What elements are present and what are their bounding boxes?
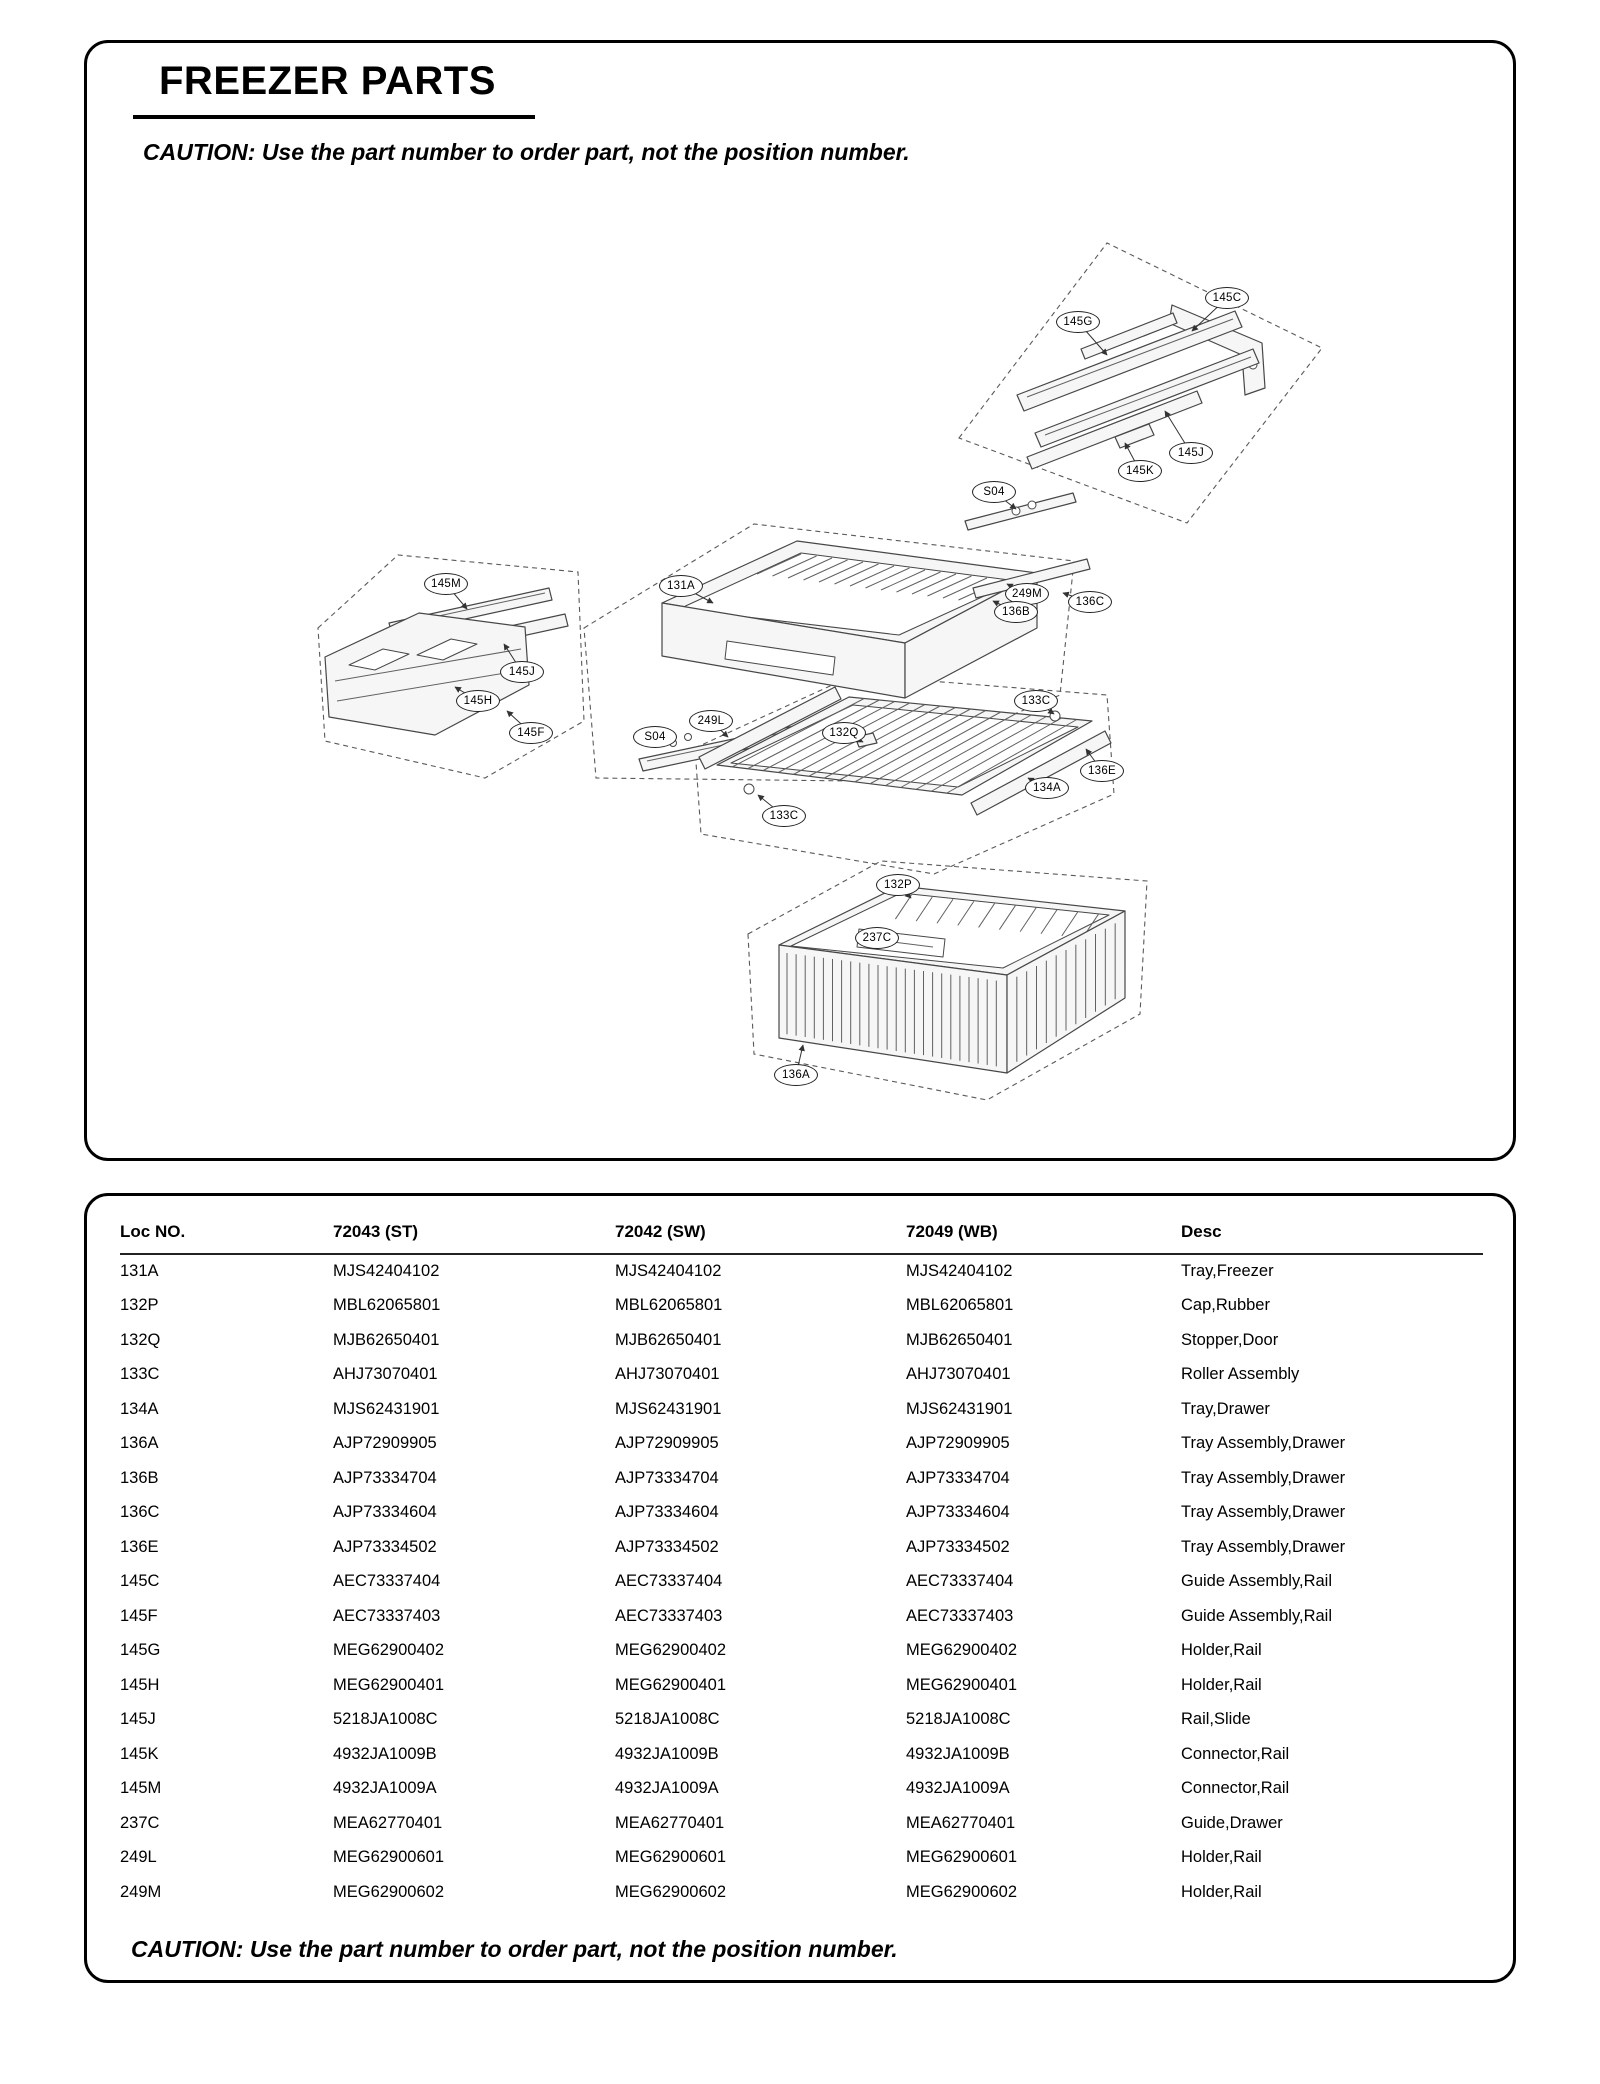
table-cell: 145M xyxy=(120,1779,162,1798)
table-cell: Connector,Rail xyxy=(1181,1744,1290,1763)
table-cell: Tray,Freezer xyxy=(1181,1262,1274,1281)
table-row xyxy=(120,1737,1483,1772)
part-callout-136b: 136B xyxy=(994,601,1038,623)
column-header-72049-wb: 72049 (WB) xyxy=(906,1210,1181,1254)
table-cell: Holder,Rail xyxy=(1181,1641,1262,1660)
column-header-72043-st: 72043 (ST) xyxy=(333,1210,615,1254)
table-cell: AHJ73070401 xyxy=(615,1365,720,1384)
table-row xyxy=(120,1875,1483,1910)
table-cell: MJB62650401 xyxy=(333,1330,440,1349)
part-callout-136c: 136C xyxy=(1068,591,1112,613)
table-cell: MEG62900402 xyxy=(906,1641,1017,1660)
table-row xyxy=(120,1461,1483,1496)
part-callout-145h: 145H xyxy=(456,690,500,712)
table-cell: 145F xyxy=(120,1606,158,1625)
table-cell: MBL62065801 xyxy=(333,1296,441,1315)
table-cell: 136C xyxy=(120,1503,160,1522)
table-cell: MEG62900601 xyxy=(333,1848,444,1867)
table-header-row xyxy=(120,1210,1483,1254)
table-cell: 136E xyxy=(120,1537,159,1556)
table-row xyxy=(120,1772,1483,1807)
table-cell: 136B xyxy=(120,1468,159,1487)
table-cell: 5218JA1008C xyxy=(906,1710,1011,1729)
part-callout-133c: 133C xyxy=(762,805,806,827)
part-callout-132q: 132Q xyxy=(822,722,866,744)
column-header-72042-sw: 72042 (SW) xyxy=(615,1210,906,1254)
table-cell: 249L xyxy=(120,1848,157,1867)
table-cell: AJP73334704 xyxy=(615,1468,719,1487)
part-callout-145j: 145J xyxy=(500,661,544,683)
part-callout-249l: 249L xyxy=(689,710,733,732)
table-cell: MJS62431901 xyxy=(333,1399,440,1418)
table-cell: MJS62431901 xyxy=(615,1399,722,1418)
table-cell: Tray,Drawer xyxy=(1181,1399,1270,1418)
column-header-desc: Desc xyxy=(1181,1210,1483,1254)
table-cell: MBL62065801 xyxy=(906,1296,1014,1315)
table-row xyxy=(120,1427,1483,1462)
table-cell: 145J xyxy=(120,1710,156,1729)
table-cell: MJB62650401 xyxy=(906,1330,1013,1349)
part-callout-145k: 145K xyxy=(1118,460,1162,482)
table-cell: Connector,Rail xyxy=(1181,1779,1290,1798)
part-callout-133c: 133C xyxy=(1014,690,1058,712)
table-cell: 132Q xyxy=(120,1330,161,1349)
table-cell: AEC73337404 xyxy=(615,1572,723,1591)
table-row xyxy=(120,1703,1483,1738)
part-callout-145g: 145G xyxy=(1056,311,1100,333)
table-cell: MJS42404102 xyxy=(333,1262,440,1281)
table-cell: Tray Assembly,Drawer xyxy=(1181,1503,1346,1522)
part-callout-145c: 145C xyxy=(1205,287,1249,309)
table-cell: AEC73337403 xyxy=(333,1606,441,1625)
caution-text-top: CAUTION: Use the part number to order part, not the position number. xyxy=(143,139,910,165)
table-cell: AHJ73070401 xyxy=(906,1365,1011,1384)
table-row xyxy=(120,1634,1483,1669)
table-cell: Guide Assembly,Rail xyxy=(1181,1606,1333,1625)
table-cell: 133C xyxy=(120,1365,160,1384)
table-cell: AJP72909905 xyxy=(615,1434,719,1453)
table-cell: 145K xyxy=(120,1744,159,1763)
table-cell: 249M xyxy=(120,1882,162,1901)
table-cell: AJP73334604 xyxy=(333,1503,437,1522)
table-cell: AJP73334502 xyxy=(615,1537,719,1556)
table-row xyxy=(120,1358,1483,1393)
table-cell: Cap,Rubber xyxy=(1181,1296,1270,1315)
table-cell: 4932JA1009A xyxy=(906,1779,1010,1798)
table-cell: AJP73334502 xyxy=(906,1537,1010,1556)
title-underline xyxy=(133,115,535,119)
table-cell: MJS42404102 xyxy=(906,1262,1013,1281)
exploded-diagram-area xyxy=(87,43,1513,1158)
part-callout-136a: 136A xyxy=(774,1064,818,1086)
table-cell: MBL62065801 xyxy=(615,1296,723,1315)
table-row xyxy=(120,1668,1483,1703)
diagram-panel xyxy=(84,40,1516,1161)
table-cell: AEC73337404 xyxy=(333,1572,441,1591)
table-cell: AEC73337404 xyxy=(906,1572,1014,1591)
part-callout-134a: 134A xyxy=(1025,777,1069,799)
table-cell: AJP73334604 xyxy=(906,1503,1010,1522)
table-row xyxy=(120,1806,1483,1841)
part-callout-131a: 131A xyxy=(659,575,703,597)
part-callout-145m: 145M xyxy=(424,573,468,595)
table-cell: MEG62900602 xyxy=(615,1882,726,1901)
table-row xyxy=(120,1392,1483,1427)
table-cell: Stopper,Door xyxy=(1181,1330,1279,1349)
part-callout-136e: 136E xyxy=(1080,760,1124,782)
table-cell: MEA62770401 xyxy=(615,1813,725,1832)
table-cell: Guide,Drawer xyxy=(1181,1813,1283,1832)
table-cell: 5218JA1008C xyxy=(333,1710,438,1729)
table-cell: AJP73334704 xyxy=(906,1468,1010,1487)
table-cell: Tray Assembly,Drawer xyxy=(1181,1537,1346,1556)
part-callout-237c: 237C xyxy=(855,927,899,949)
column-header-loc: Loc NO. xyxy=(120,1210,333,1254)
table-cell: 4932JA1009A xyxy=(333,1779,437,1798)
table-cell: 145C xyxy=(120,1572,160,1591)
table-cell: AJP73334502 xyxy=(333,1537,437,1556)
table-cell: AJP72909905 xyxy=(333,1434,437,1453)
table-row xyxy=(120,1496,1483,1531)
table-cell: 237C xyxy=(120,1813,160,1832)
table-cell: MEG62900402 xyxy=(615,1641,726,1660)
table-cell: MEG62900602 xyxy=(906,1882,1017,1901)
table-cell: AEC73337403 xyxy=(906,1606,1014,1625)
table-cell: AJP72909905 xyxy=(906,1434,1010,1453)
table-cell: Holder,Rail xyxy=(1181,1848,1262,1867)
table-cell: MEG62900401 xyxy=(615,1675,726,1694)
table-cell: MEA62770401 xyxy=(906,1813,1016,1832)
table-cell: MJS62431901 xyxy=(906,1399,1013,1418)
table-cell: Tray Assembly,Drawer xyxy=(1181,1434,1346,1453)
table-cell: AJP73334704 xyxy=(333,1468,437,1487)
part-callout-145f: 145F xyxy=(509,722,553,744)
table-cell: 4932JA1009B xyxy=(615,1744,719,1763)
parts-table xyxy=(120,1210,1483,1910)
table-row xyxy=(120,1323,1483,1358)
part-callout-145j: 145J xyxy=(1169,442,1213,464)
table-cell: 145G xyxy=(120,1641,161,1660)
parts-table-panel xyxy=(84,1193,1516,1983)
table-cell: Tray Assembly,Drawer xyxy=(1181,1468,1346,1487)
table-cell: MEG62900401 xyxy=(333,1675,444,1694)
table-row xyxy=(120,1289,1483,1324)
table-cell: Roller Assembly xyxy=(1181,1365,1300,1384)
table-cell: MJB62650401 xyxy=(615,1330,722,1349)
part-callout-s04: S04 xyxy=(972,481,1016,503)
caution-text-bottom: CAUTION: Use the part number to order part, not the position number. xyxy=(131,1936,898,1962)
part-callout-249m: 249M xyxy=(1005,583,1049,605)
table-cell: 134A xyxy=(120,1399,159,1418)
table-cell: 136A xyxy=(120,1434,159,1453)
table-cell: Guide Assembly,Rail xyxy=(1181,1572,1333,1591)
table-cell: Rail,Slide xyxy=(1181,1710,1251,1729)
page-title: FREEZER PARTS xyxy=(159,59,496,103)
table-cell: 131A xyxy=(120,1262,159,1281)
table-cell: MEA62770401 xyxy=(333,1813,443,1832)
table-cell: MEG62900402 xyxy=(333,1641,444,1660)
part-callout-132p: 132P xyxy=(876,874,920,896)
table-row xyxy=(120,1841,1483,1876)
table-row xyxy=(120,1599,1483,1634)
table-row xyxy=(120,1530,1483,1565)
table-cell: Holder,Rail xyxy=(1181,1675,1262,1694)
table-cell: 4932JA1009A xyxy=(615,1779,719,1798)
parts-table-body xyxy=(120,1254,1483,1910)
table-cell: Holder,Rail xyxy=(1181,1882,1262,1901)
part-callout-s04: S04 xyxy=(633,726,677,748)
table-cell: MEG62900401 xyxy=(906,1675,1017,1694)
table-cell: 145H xyxy=(120,1675,160,1694)
table-cell: MEG62900601 xyxy=(906,1848,1017,1867)
table-row xyxy=(120,1254,1483,1289)
table-cell: 132P xyxy=(120,1296,159,1315)
table-cell: 4932JA1009B xyxy=(906,1744,1010,1763)
table-cell: 4932JA1009B xyxy=(333,1744,437,1763)
table-cell: MJS42404102 xyxy=(615,1262,722,1281)
table-row xyxy=(120,1565,1483,1600)
table-cell: MEG62900601 xyxy=(615,1848,726,1867)
table-cell: AHJ73070401 xyxy=(333,1365,438,1384)
table-cell: 5218JA1008C xyxy=(615,1710,720,1729)
table-cell: AJP73334604 xyxy=(615,1503,719,1522)
table-cell: MEG62900602 xyxy=(333,1882,444,1901)
table-cell: AEC73337403 xyxy=(615,1606,723,1625)
callout-layer xyxy=(87,43,1513,1158)
